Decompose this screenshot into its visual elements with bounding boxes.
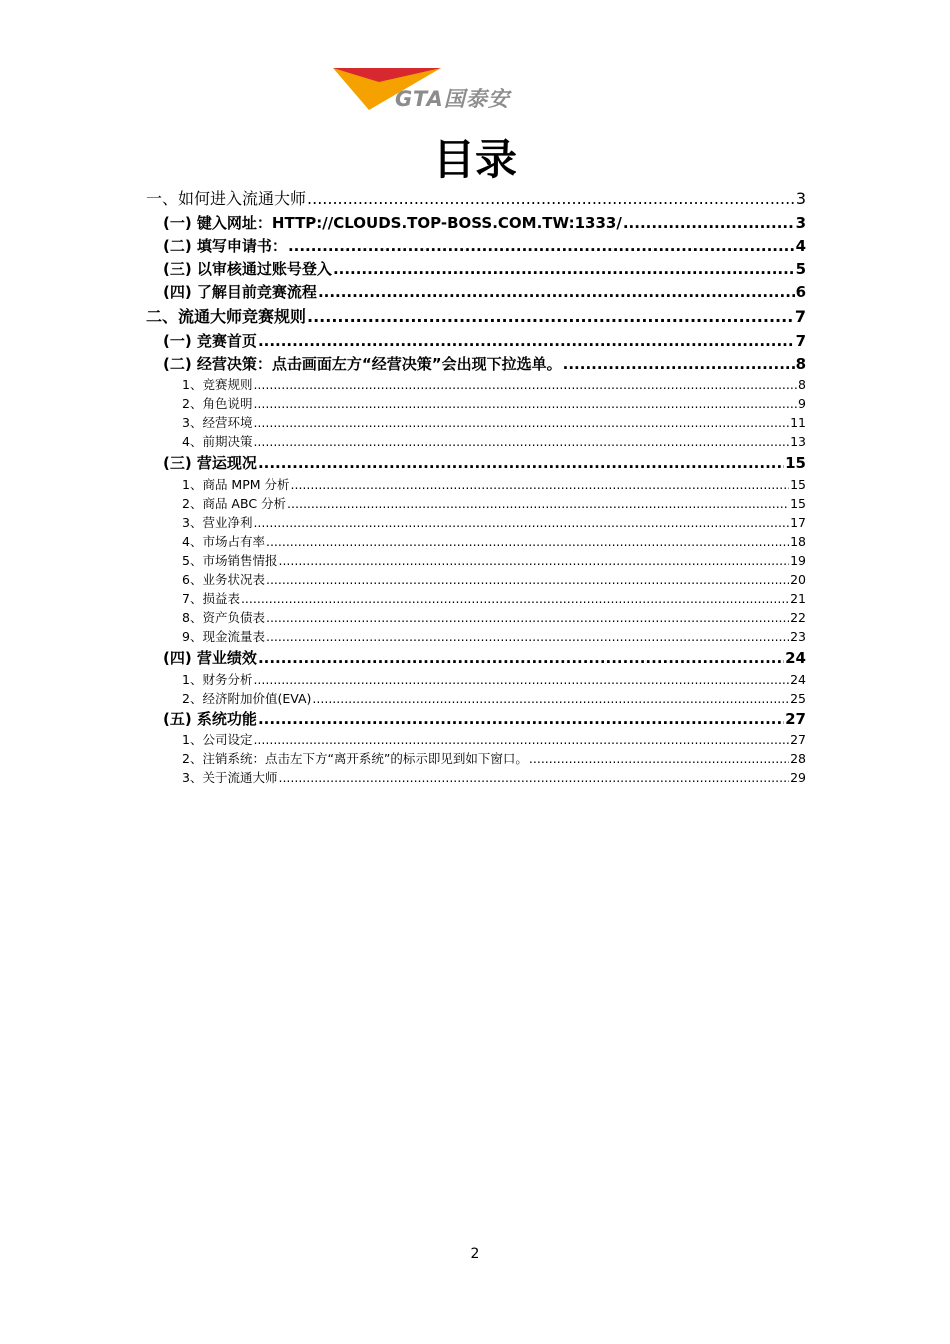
toc-entry[interactable] [182, 690, 806, 708]
toc-entry[interactable] [163, 212, 806, 234]
toc-entry-page: 3 [795, 189, 806, 208]
toc-entry-page: 19 [790, 553, 806, 568]
toc-entry[interactable] [182, 609, 806, 627]
toc-entry-page: 27 [785, 710, 806, 728]
toc-entry-page: 27 [790, 732, 806, 747]
toc-dot-leader [266, 571, 789, 589]
toc-entry-label: 1、公司设定 [182, 732, 253, 747]
toc-entry-label: (五) 系统功能 [163, 710, 257, 728]
toc-dot-leader [266, 533, 789, 551]
toc-dot-leader [563, 353, 795, 375]
toc-entry[interactable] [182, 769, 806, 787]
toc-dot-leader [253, 671, 789, 689]
toc-dot-leader [288, 235, 795, 257]
toc-entry-page: 7 [795, 332, 806, 350]
toc-entry-page: 18 [790, 534, 806, 549]
toc-entry-page: 5 [795, 260, 806, 278]
toc-entry-label: 1、竞赛规则 [182, 377, 253, 392]
toc-dot-leader [253, 395, 797, 413]
toc-entry-label: 5、市场销售情报 [182, 553, 278, 568]
toc-entry[interactable] [182, 571, 806, 589]
toc-entry-label: 1、财务分析 [182, 672, 253, 687]
toc-dot-leader [307, 306, 794, 328]
toc-dot-leader [241, 590, 789, 608]
toc-entry-label: 4、市场占有率 [182, 534, 265, 549]
toc-entry-label: 7、损益表 [182, 591, 240, 606]
page-number: 2 [470, 1246, 480, 1262]
toc-entry-label: 2、经济附加价值(EVA) [182, 691, 312, 706]
page-title: 目录 [432, 135, 517, 184]
toc-dot-leader [287, 495, 789, 513]
toc-dot-leader [266, 609, 789, 627]
toc-entry[interactable] [182, 376, 806, 394]
toc-entry-page: 4 [795, 237, 806, 255]
logo-text: GTA国泰安 [395, 87, 510, 111]
toc-entry-label: 1、商品 MPM 分析 [182, 477, 290, 492]
toc-entry[interactable] [163, 258, 806, 280]
toc-entry-page: 29 [790, 770, 806, 785]
toc-entry-label: 3、经营环境 [182, 415, 253, 430]
toc-dot-leader [258, 708, 784, 730]
toc-entry-label: (一) 竞赛首页 [163, 332, 257, 350]
toc-entry-label: (四) 了解目前竞赛流程 [163, 283, 317, 301]
toc-entry[interactable] [163, 330, 806, 352]
toc-dot-leader [312, 690, 789, 708]
toc-entry-label: 二、流通大师竞赛规则 [146, 307, 307, 326]
gta-logo [333, 64, 573, 116]
toc-entry[interactable] [182, 552, 806, 570]
toc-entry[interactable] [182, 628, 806, 646]
toc-entry[interactable] [182, 731, 806, 749]
toc-entry-label: (三) 以审核通过账号登入 [163, 260, 332, 278]
toc-dot-leader [253, 376, 797, 394]
toc-entry[interactable] [182, 433, 806, 451]
toc-entry-page: 15 [790, 477, 806, 492]
toc-dot-leader [307, 188, 795, 210]
toc-entry-label: (三) 营运现况 [163, 454, 257, 472]
toc-dot-leader [258, 452, 784, 474]
toc-entry-page: 8 [798, 377, 806, 392]
toc-entry[interactable] [182, 533, 806, 551]
toc-entry-page: 17 [790, 515, 806, 530]
toc-entry-page: 13 [790, 434, 806, 449]
toc-entry[interactable] [163, 708, 806, 730]
toc-entry-page: 6 [795, 283, 806, 301]
toc-entry-label: 4、前期决策 [182, 434, 253, 449]
toc-entry-label: (一) 键入网址：HTTP://CLOUDS.TOP-BOSS.COM.TW:1333/ [163, 214, 622, 232]
toc-entry-page: 9 [798, 396, 806, 411]
toc-entry[interactable] [163, 647, 806, 669]
toc-entry-page: 24 [785, 649, 806, 667]
toc-dot-leader [253, 731, 789, 749]
toc-entry-page: 3 [795, 214, 806, 232]
toc-entry-label: 9、现金流量表 [182, 629, 265, 644]
toc-entry-label: 2、商品 ABC 分析 [182, 496, 287, 511]
toc-entry[interactable] [182, 395, 806, 413]
toc-entry[interactable] [182, 514, 806, 532]
toc-entry[interactable] [163, 353, 806, 375]
toc-entry-page: 15 [790, 496, 806, 511]
toc-entry[interactable] [163, 281, 806, 303]
toc-entry-page: 8 [795, 355, 806, 373]
toc-entry[interactable] [182, 476, 806, 494]
toc-entry[interactable] [146, 188, 806, 210]
toc-entry-label: 2、注销系统：点击左下方“离开系统”的标示即见到如下窗口。 [182, 751, 528, 766]
toc-dot-leader [318, 281, 795, 303]
toc-entry[interactable] [182, 590, 806, 608]
toc-entry-page: 20 [790, 572, 806, 587]
toc-entry-page: 23 [790, 629, 806, 644]
toc-entry-label: (二) 经营决策：点击画面左方“经营决策”会出现下拉选单。 [163, 355, 562, 373]
toc-entry[interactable] [163, 452, 806, 474]
toc-entry[interactable] [182, 750, 806, 768]
toc-entry[interactable] [182, 671, 806, 689]
toc-dot-leader [253, 433, 789, 451]
toc-dot-leader [258, 647, 784, 669]
toc-dot-leader [333, 258, 795, 280]
toc-entry-label: 3、营业净利 [182, 515, 253, 530]
toc-dot-leader [278, 552, 789, 570]
toc-dot-leader [266, 628, 789, 646]
toc-entry-label: 2、角色说明 [182, 396, 253, 411]
toc-entry-page: 15 [785, 454, 806, 472]
toc-entry-label: 一、如何进入流通大师 [146, 189, 307, 208]
toc-entry-label: (四) 营业绩效 [163, 649, 257, 667]
toc-entry-label: 8、资产负债表 [182, 610, 265, 625]
toc-dot-leader [253, 514, 789, 532]
toc-entry-page: 25 [790, 691, 806, 706]
toc-entry-label: 6、业务状况表 [182, 572, 265, 587]
toc-dot-leader [253, 414, 789, 432]
toc-entry-page: 22 [790, 610, 806, 625]
toc-dot-leader [258, 330, 795, 352]
toc-entry-page: 11 [790, 415, 806, 430]
toc-dot-leader [278, 769, 789, 787]
toc-entry-page: 28 [790, 751, 806, 766]
toc-entry-page: 21 [790, 591, 806, 606]
toc-dot-leader [623, 212, 795, 234]
toc-dot-leader [529, 750, 789, 768]
toc-entry[interactable] [163, 235, 806, 257]
toc-dot-leader [291, 476, 790, 494]
toc-entry[interactable] [182, 414, 806, 432]
toc-entry[interactable] [182, 495, 806, 513]
toc-entry[interactable] [146, 306, 806, 328]
toc-entry-page: 24 [790, 672, 806, 687]
toc-entry-page: 7 [794, 307, 806, 326]
toc-entry-label: (二) 填写申请书： [163, 237, 287, 255]
toc-entry-label: 3、关于流通大师 [182, 770, 278, 785]
